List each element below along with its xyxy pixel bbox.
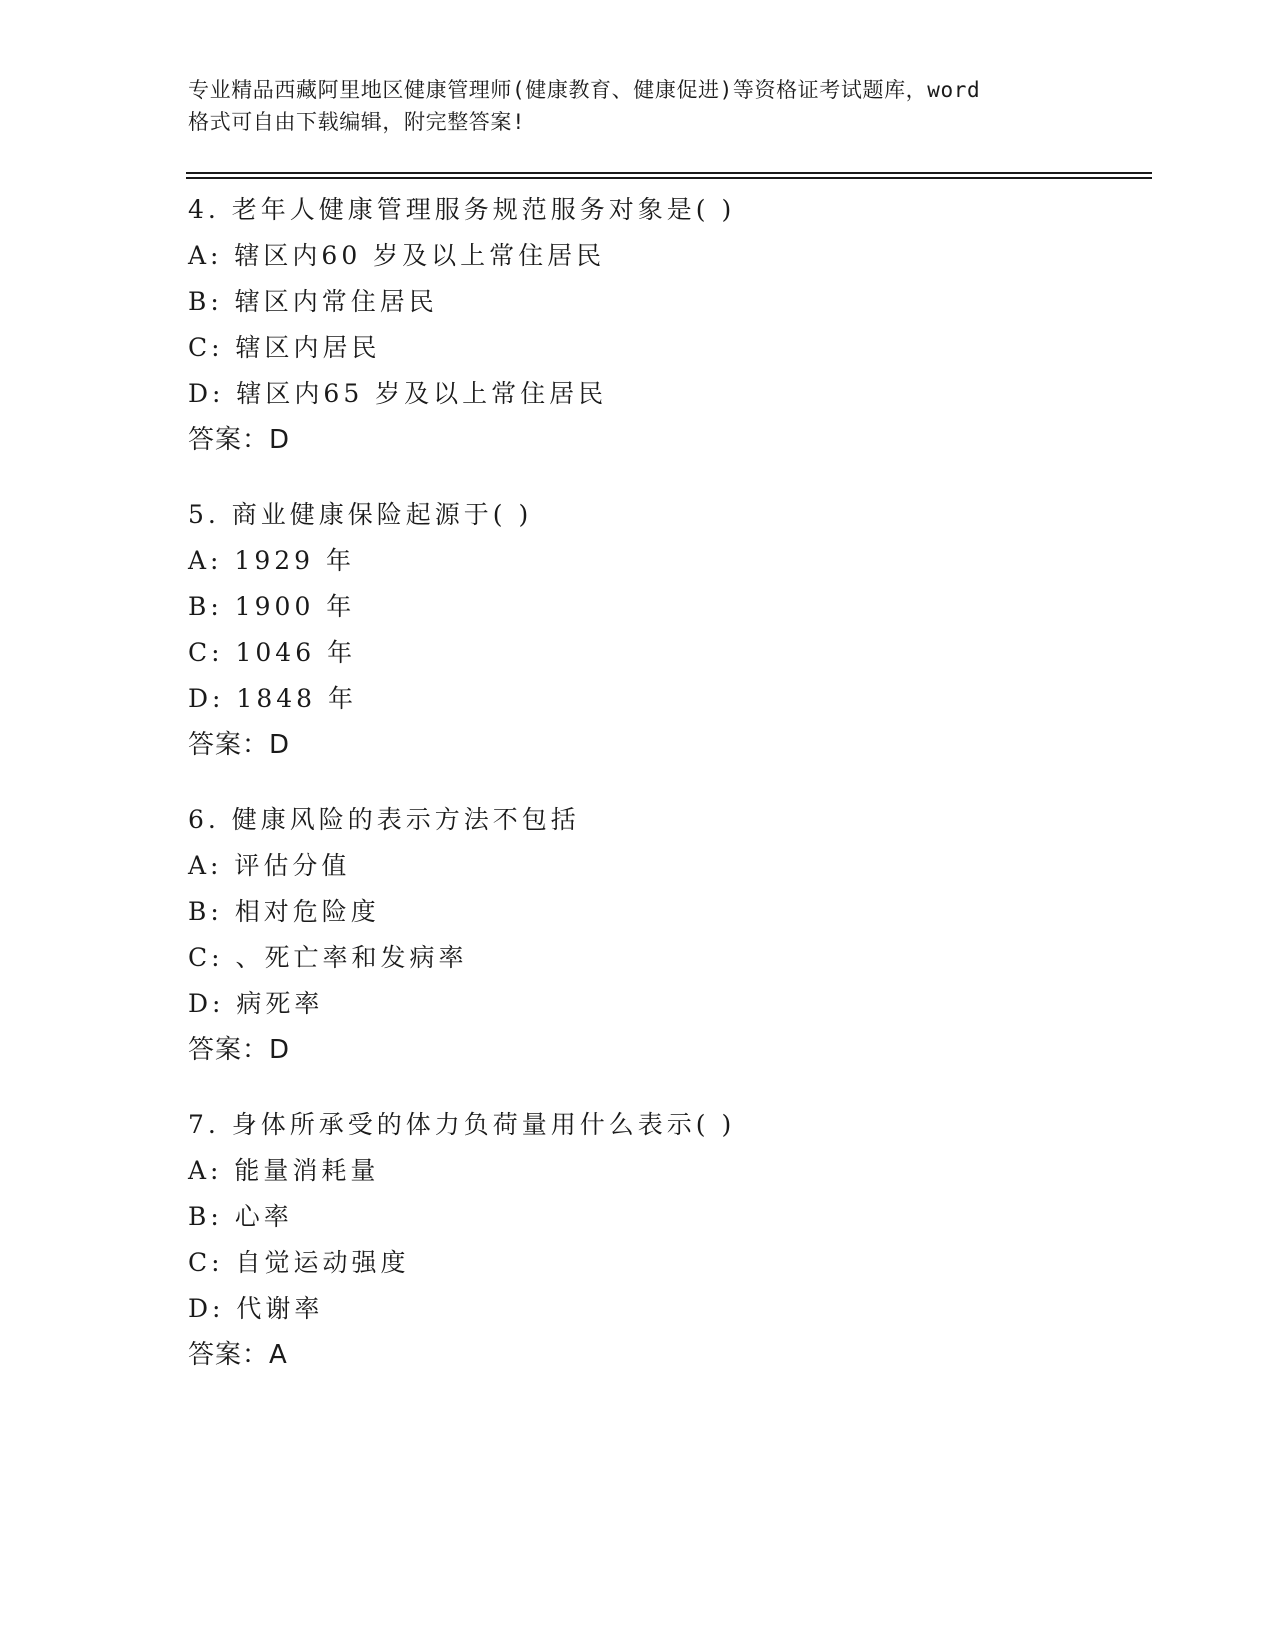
option-a: A: 能量消耗量	[188, 1156, 380, 1185]
answer-label: 答案：A	[188, 1340, 288, 1370]
option-d: D: 病死率	[188, 989, 324, 1018]
question-7	[188, 1102, 1148, 1378]
header-rule-bottom	[186, 177, 1152, 179]
option-d: D: 1848 年	[188, 684, 357, 713]
option-a: A: 评估分值	[188, 851, 351, 880]
option-a: A: 辖区内60 岁及以上常住居民	[188, 241, 606, 270]
question-6	[188, 797, 1148, 1073]
question-stem: 7. 身体所承受的体力负荷量用什么表示( )	[188, 1110, 736, 1139]
option-c: C: 辖区内居民	[188, 333, 381, 362]
option-c: C: 自觉运动强度	[188, 1248, 410, 1277]
question-stem: 4. 老年人健康管理服务规范服务对象是( )	[188, 195, 736, 224]
answer-label: 答案：D	[188, 730, 291, 760]
header-rule-top	[186, 172, 1152, 174]
header-line-2: 格式可自由下载编辑，附完整答案!	[188, 110, 526, 134]
option-c: C: 、死亡率和发病率	[188, 943, 468, 972]
answer-label: 答案：D	[188, 1035, 291, 1065]
question-4	[188, 187, 1148, 463]
question-5	[188, 492, 1148, 768]
option-b: B: 1900 年	[188, 592, 356, 621]
question-stem: 6. 健康风险的表示方法不包括	[188, 805, 580, 834]
answer-label: 答案：D	[188, 425, 291, 455]
option-d: D: 辖区内65 岁及以上常住居民	[188, 379, 608, 408]
option-a: A: 1929 年	[188, 546, 355, 575]
option-c: C: 1046 年	[188, 638, 357, 667]
option-b: B: 心率	[188, 1202, 293, 1231]
question-stem: 5. 商业健康保险起源于( )	[188, 500, 533, 529]
option-b: B: 辖区内常住居民	[188, 287, 438, 316]
header-line-1: 专业精品西藏阿里地区健康管理师(健康教育、健康促进)等资格证考试题库，word	[188, 78, 981, 102]
option-d: D: 代谢率	[188, 1294, 324, 1323]
option-b: B: 相对危险度	[188, 897, 380, 926]
